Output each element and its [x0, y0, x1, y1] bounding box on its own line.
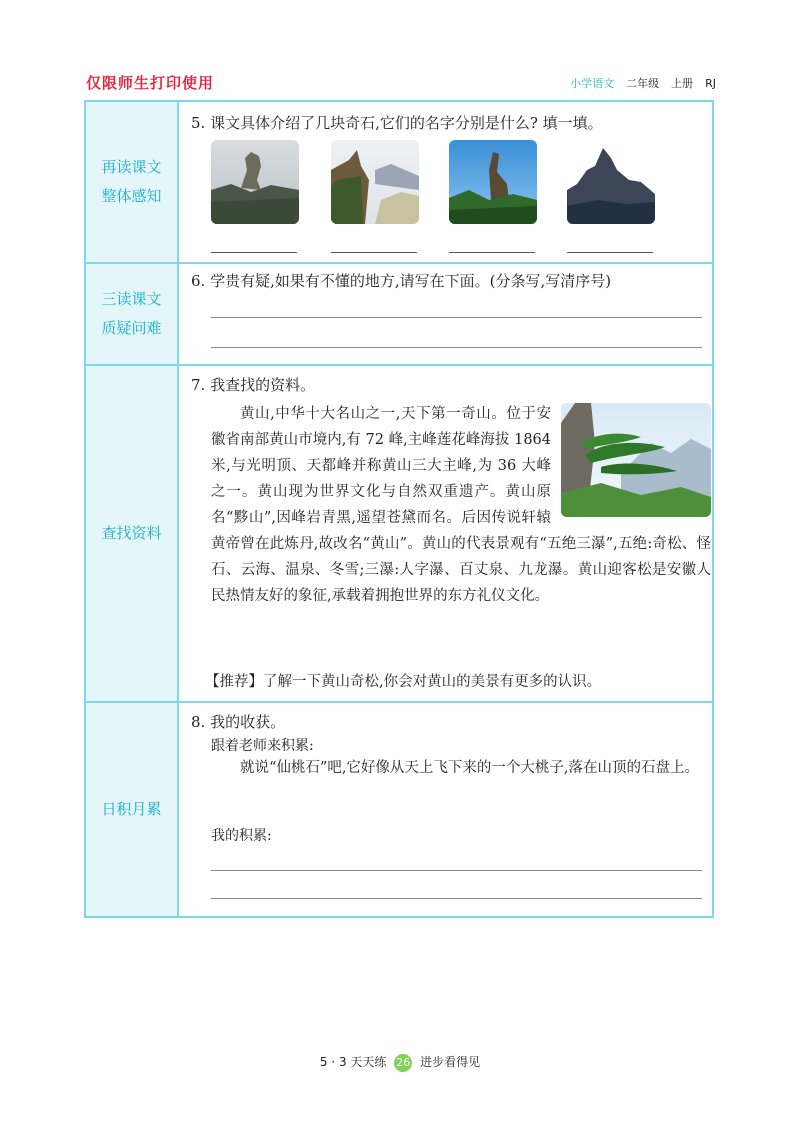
edition-label: RJ	[705, 77, 716, 90]
question-6: 6. 学贵有疑,如果有不懂的地方,请写在下面。(分条写,写清序号)	[191, 272, 612, 290]
section-label: 再读课文整体感知	[101, 158, 162, 205]
answer-blank-2[interactable]	[331, 252, 417, 253]
grade-label: 二年级	[626, 77, 660, 90]
answer-line-1[interactable]	[211, 317, 702, 318]
worksheet-table	[84, 100, 714, 918]
rock-photo-2	[331, 140, 419, 224]
accumulation-text: 就说“仙桃石”吧,它好像从天上飞下来的一个大桃子,落在山顶的石盘上。	[240, 760, 700, 776]
answer-blank-3[interactable]	[449, 252, 535, 253]
rock-photo-4	[567, 140, 655, 224]
huangshan-article	[211, 401, 711, 609]
answer-line-1[interactable]	[211, 870, 702, 871]
question-7: 7. 我查找的资料。	[191, 376, 316, 394]
page-number: 26	[394, 1054, 412, 1072]
answer-line-2[interactable]	[211, 898, 702, 899]
section-research	[86, 364, 712, 701]
answer-line-2[interactable]	[211, 347, 702, 348]
book-info	[570, 75, 716, 91]
teacher-accumulation-label: 跟着老师来积累:	[211, 738, 314, 754]
section-label: 日积月累	[101, 800, 162, 818]
question-5: 5. 课文具体介绍了几块奇石,它们的名字分别是什么? 填一填。	[191, 114, 603, 132]
volume-label: 上册	[671, 77, 694, 90]
pine-photo	[561, 403, 711, 517]
question-8: 8. 我的收获。	[191, 713, 286, 731]
rock-photo-3	[449, 140, 537, 224]
rock-photo-1	[211, 140, 299, 224]
article-text: 黄山,中华十大名山之一,天下第一奇山。位于安徽省南部黄山市境内,有 72 峰,主峰莲花峰海拔 1864 米,与光明顶、天都峰并称黄山三大主峰,为 36 大峰之一。黄山现为世界文化与自然双重遗产。黄山原名“黟山”,因峰岩青黑,遥望苍黛而名。后因传说轩辕黄帝曾在此炼丹,故改名“黄山”。黄山的代表景观有“五绝三瀑”,五绝:奇松、怪石、云海、温泉、冬雪;三瀑:人字瀑、百丈泉、九龙瀑。黄山迎客松是安徽人民热情友好的象征,承载着拥抱世界的东方礼仪文化。	[211, 406, 711, 604]
page-footer	[0, 1053, 800, 1072]
answer-blank-4[interactable]	[567, 252, 653, 253]
section-label: 三读课文质疑问难	[101, 290, 162, 337]
my-accumulation-label: 我的积累:	[211, 828, 272, 844]
section-label: 查找资料	[101, 524, 162, 542]
recommendation: 【推荐】了解一下黄山奇松,你会对黄山的美景有更多的认识。	[205, 674, 602, 690]
section-question	[86, 262, 712, 364]
footer-slogan: 进步看得见	[420, 1055, 481, 1069]
print-notice: 仅限师生打印使用	[86, 74, 215, 92]
subject-label: 小学语文	[570, 77, 615, 90]
section-reread	[86, 102, 712, 262]
section-accumulate	[86, 701, 712, 916]
answer-blank-1[interactable]	[211, 252, 297, 253]
footer-brand: 5 · 3 天天练	[319, 1055, 387, 1069]
